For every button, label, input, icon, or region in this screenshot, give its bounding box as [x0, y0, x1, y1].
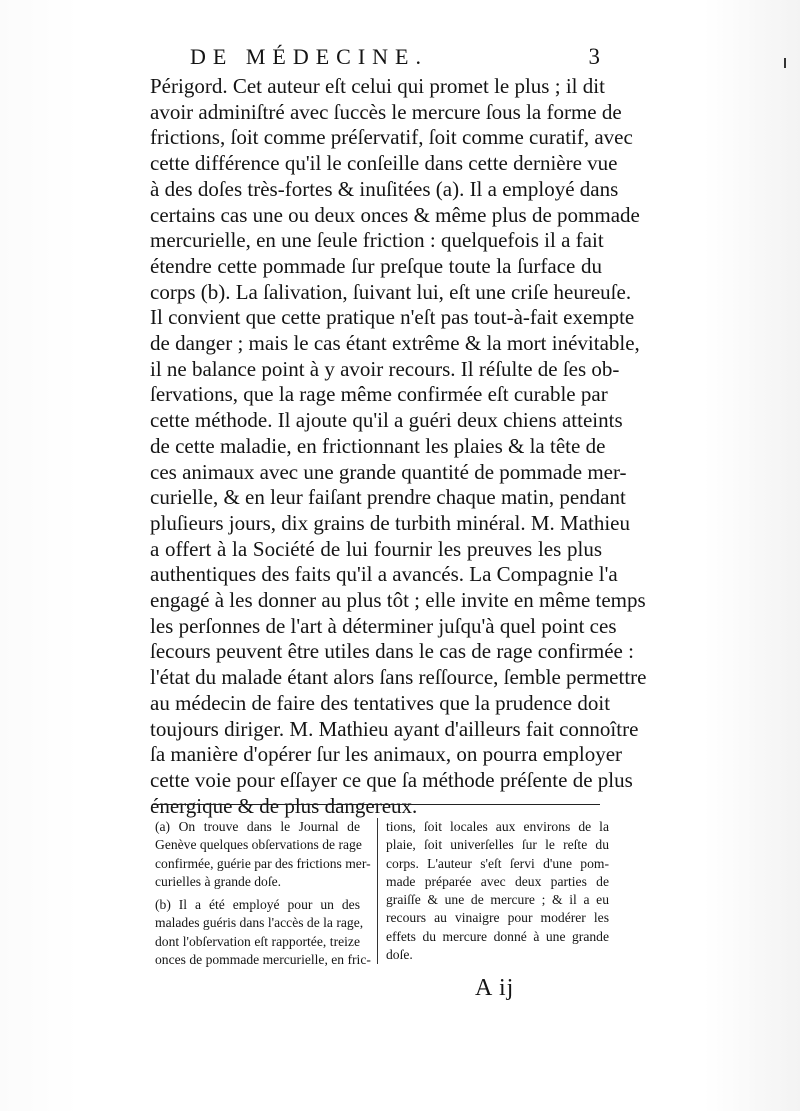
text-line: avoir adminiſtré avec ſuccès le mercure ſous la forme de [150, 99, 622, 124]
text-line: ſa manière d'opérer ſur les animaux, on pourra employer [150, 742, 623, 767]
margin-mark [784, 58, 786, 68]
text-line: engagé à les donner au plus tôt ; elle invite en même temps [150, 588, 646, 613]
footnote-line: effets du mercure donné à une grande [386, 928, 609, 944]
footnote-line: confirmée, guérie par des frictions mer- [155, 855, 371, 871]
text-line: pluſieurs jours, dix grains de turbith minéral. M. Mathieu [150, 510, 631, 535]
footnote-line: doſe. [386, 947, 413, 963]
text-line: ces animaux avec une grande quantité de pommade mer- [150, 459, 627, 484]
page-header [150, 38, 600, 78]
footnote-line: dont l'obſervation eſt rapportée, treize [155, 933, 360, 949]
text-line: frictions, ſoit comme préſervatif, ſoit comme curatif, avec [150, 125, 633, 150]
text-line: au médecin de faire des tentatives que la prudence doit [150, 690, 611, 715]
footnote-separator-rule [153, 804, 600, 805]
text-line: toujours diriger. M. Mathieu ayant d'ailleurs fait connoître [150, 716, 639, 741]
text-line: ſecours peuvent être utiles dans le cas de rage confirmée : [150, 639, 634, 664]
text-line: cette méthode. Il ajoute qu'il a guéri deux chiens atteints [150, 408, 623, 433]
text-line: de cette maladie, en frictionnant les plaies & la tête de [150, 433, 606, 458]
footnote-line: Genève quelques obſervations de rage [155, 837, 362, 853]
text-line: étendre cette pommade ſur preſque toute la ſurface du [150, 253, 602, 278]
footnote-line: graiſſe & une de mercure ; & il a eu [386, 892, 609, 908]
footnote-line: (a) On trouve dans le Journal de [155, 819, 360, 834]
text-line: il ne balance point à y avoir recours. Il réſulte de ſes ob- [150, 356, 620, 381]
footnote-line: onces de pommade mercurielle, en fric- [155, 952, 371, 968]
text-line: corps (b). La ſalivation, ſuivant lui, eſt une criſe heureuſe. [150, 279, 632, 304]
text-line: ſervations, que la rage même confirmée eſt curable par [150, 382, 608, 407]
footnote-b [155, 896, 371, 969]
text-line: Il convient que cette pratique n'eſt pas tout-à-fait exempte [150, 305, 635, 330]
text-line: mercurielle, en une ſeule friction : quelquefois il a fait [150, 228, 604, 253]
footnote-column-right [377, 818, 609, 964]
text-line: énergique & de plus dangereux. [150, 793, 418, 818]
text-line: cette différence qu'il le conſeille dans cette dernière vue [150, 151, 618, 176]
text-line: les perſonnes de l'art à déterminer juſqu'à quel point ces [150, 613, 617, 638]
signature-mark: A ij [475, 975, 515, 1001]
footnote-line: (b) Il a été employé pour un des [155, 897, 360, 913]
text-line: Périgord. Cet auteur eſt celui qui promet le plus ; il dit [150, 74, 605, 98]
text-line: a offert à la Société de lui fournir les preuves les plus [150, 536, 602, 561]
footnote-line: plaie, ſoit univerſelles ſur le reſte du [386, 837, 609, 853]
footnote-line: recours au vinaigre pour modérer les [386, 910, 609, 926]
page-number: 3 [588, 44, 600, 69]
footnote-line: made préparée avec deux parties de [386, 873, 609, 889]
footnote-a [155, 818, 371, 891]
footnote-line: tions, ſoit locales aux environs de la [386, 819, 609, 834]
text-line: certains cas une ou deux onces & même plus de pommade [150, 202, 640, 227]
footnote-line: malades guéris dans l'accès de la rage, [155, 915, 364, 931]
footnote-column-left [155, 818, 371, 969]
text-line: à des doſes très-fortes & inuſitées (a). Il a employé dans [150, 176, 619, 201]
text-line: curielle, & en leur faiſant prendre chaque matin, pendant [150, 485, 626, 510]
footnote-line: corps. L'auteur s'eſt ſervi d'une pom- [386, 855, 609, 871]
main-text-block [150, 74, 647, 819]
text-line: l'état du malade étant alors ſans reſſource, ſemble permettre [150, 665, 647, 690]
footnote-line: curielles à grande doſe. [155, 873, 282, 889]
text-line: cette voie pour eſſayer ce que ſa méthode préſente de plus [150, 767, 633, 792]
text-line: authentiques des faits qu'il a avancés. La Compagnie l'a [150, 562, 618, 587]
running-head: DE MÉDECINE. [190, 44, 428, 69]
text-line: de danger ; mais le cas étant extrême & la mort inévitable, [150, 331, 640, 356]
